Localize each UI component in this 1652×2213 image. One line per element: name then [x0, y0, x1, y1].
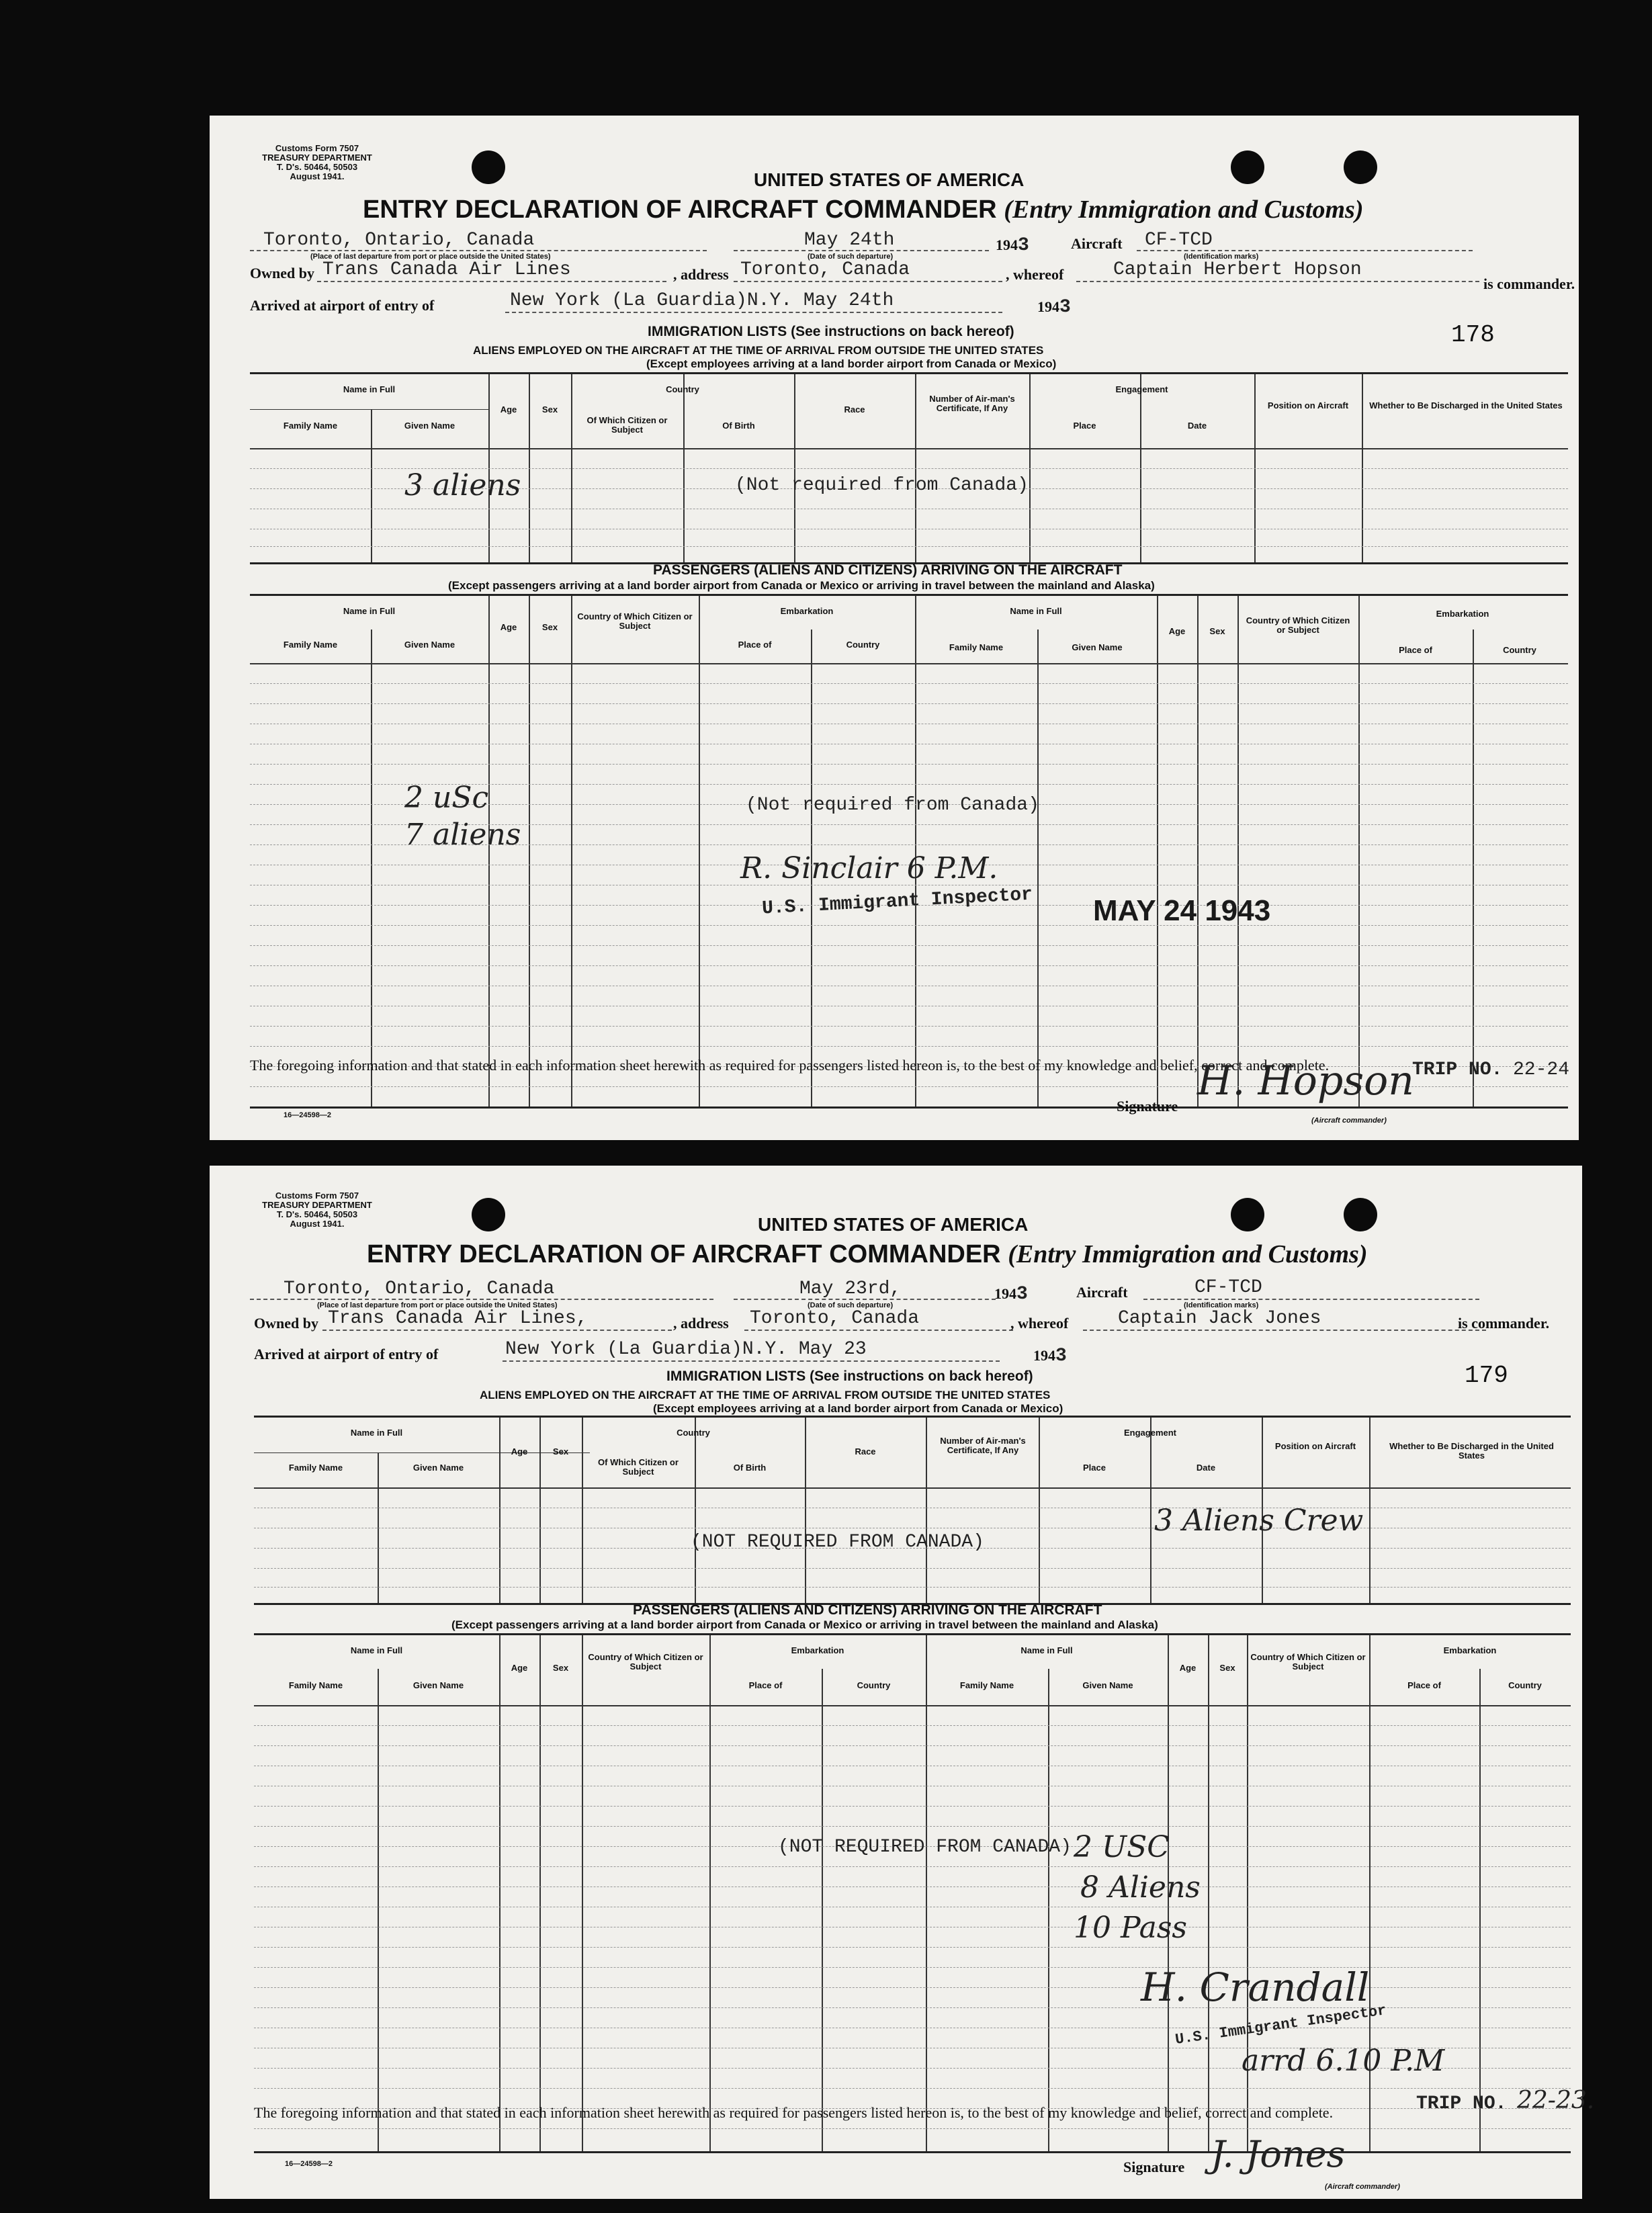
ident-caption: (Identification marks)	[1184, 253, 1259, 261]
col-name-in-full: Name in Full	[350, 1428, 403, 1438]
col-discharge: Whether to Be Discharged in the United States	[1369, 400, 1563, 410]
col-citizen: Country of Which Citizen or Subject	[588, 1652, 703, 1672]
form-header: Customs Form 7507 TREASURY DEPARTMENT T. D's. 50464, 50503 August 1941.	[262, 143, 372, 181]
arrival-airport: New York (La Guardia)N.Y. May 24th	[510, 290, 894, 311]
crew-table	[254, 1416, 1571, 1605]
col-position: Position on Aircraft	[1274, 1441, 1356, 1451]
col-name-in-full-2: Name in Full	[1010, 606, 1062, 616]
col-citizen-2: Country of Which Citizen or Subject	[1250, 1652, 1366, 1672]
document-number: 179	[1465, 1362, 1508, 1389]
crew-handwritten-count: 3 aliens	[404, 468, 521, 503]
departure-place: Toronto, Ontario, Canada	[284, 1278, 555, 1299]
pass-not-required: (NOT REQUIRED FROM CANADA)	[778, 1837, 1072, 1858]
declaration-form-178	[210, 116, 1579, 1140]
crew-table	[250, 372, 1568, 564]
col-cert: Number of Air-man's Certificate, If Any	[929, 394, 1015, 413]
col-name-in-full: Name in Full	[350, 1645, 403, 1655]
date-stamp: MAY 24 1943	[1093, 894, 1271, 927]
commander-signature: H. Hopson	[1197, 1057, 1414, 1104]
departure-date: May 24th	[804, 230, 895, 251]
col-engagement: Engagement	[1123, 1428, 1176, 1438]
col-given-name-2: Given Name	[1082, 1680, 1133, 1690]
trip-label: TRIP NO.	[1412, 1059, 1503, 1080]
col-given-name: Given Name	[404, 640, 455, 650]
col-name-in-full-2: Name in Full	[1020, 1645, 1073, 1655]
pass-handwritten-aliens: 8 Aliens	[1080, 1870, 1201, 1905]
col-given-name-2: Given Name	[1072, 642, 1123, 652]
col-age: Age	[500, 622, 517, 632]
commander-name: Captain Herbert Hopson	[1113, 259, 1362, 280]
certification-text: The foregoing information and that stated in each information sheet herewith as required for passengers listed hereon is, to the best of my knowledge and belief, correct and complete.	[254, 2104, 1334, 2121]
col-sex: Sex	[552, 1663, 569, 1673]
passengers-note: (Except passengers arriving at a land border airport from Canada or Mexico or arriving in travel between the mainland and Alaska)	[448, 579, 1155, 592]
col-place: Place of	[738, 640, 772, 650]
col-given-name: Given Name	[404, 421, 455, 431]
col-position: Position on Aircraft	[1267, 400, 1349, 410]
col-name-in-full: Name in Full	[343, 384, 396, 394]
col-engagement: Engagement	[1115, 384, 1168, 394]
address-label: , address	[673, 1315, 729, 1332]
col-country: Country	[857, 1680, 891, 1690]
pass-handwritten-usc: 2 USC	[1074, 1830, 1170, 1864]
col-embarkation: Embarkation	[780, 606, 834, 616]
passengers-title: PASSENGERS (ALIENS AND CITIZENS) ARRIVING ON THE AIRCRAFT	[653, 562, 1123, 578]
inspector-signature: H. Crandall	[1141, 1964, 1370, 2010]
col-place: Place	[1083, 1463, 1106, 1473]
col-country-2: Country	[1508, 1680, 1542, 1690]
col-sex-2: Sex	[1209, 626, 1225, 636]
punch-hole	[1344, 150, 1377, 184]
departure-caption: (Place of last departure from port or place outside the United States)	[317, 1301, 558, 1309]
signature-caption: (Aircraft commander)	[1325, 2183, 1400, 2191]
col-citizen: Of Which Citizen or Subject	[586, 415, 668, 435]
is-commander-label: is commander.	[1483, 275, 1575, 292]
col-age: Age	[511, 1663, 528, 1673]
arrival-airport: New York (La Guardia)N.Y. May 23	[505, 1339, 867, 1360]
col-birth: Of Birth	[733, 1463, 767, 1473]
col-citizen: Of Which Citizen or Subject	[598, 1457, 679, 1477]
col-sex: Sex	[541, 622, 558, 632]
col-discharge: Whether to Be Discharged in the United States	[1389, 1441, 1554, 1461]
aircraft-id: CF-TCD	[1194, 1277, 1262, 1298]
crew-not-required: (NOT REQUIRED FROM CANADA)	[691, 1532, 984, 1553]
col-race: Race	[844, 404, 865, 415]
col-country: Country	[677, 1428, 710, 1438]
document-number: 178	[1451, 321, 1495, 349]
col-age: Age	[500, 404, 517, 415]
aliens-title: ALIENS EMPLOYED ON THE AIRCRAFT AT THE TIME OF ARRIVAL FROM OUTSIDE THE UNITED STATES	[480, 1389, 1051, 1401]
pass-handwritten-aliens: 7 aliens	[404, 818, 521, 852]
signature-label: Signature	[1123, 2159, 1185, 2175]
commander-signature: J. Jones	[1211, 2133, 1346, 2175]
col-birth: Of Birth	[722, 421, 755, 431]
col-embarkation-2: Embarkation	[1436, 609, 1489, 619]
col-date: Date	[1187, 421, 1207, 431]
owned-by-label: Owned by	[250, 265, 314, 281]
col-place-2: Place of	[1407, 1680, 1441, 1690]
inspector-signature: R. Sinclair 6 P.M.	[740, 851, 998, 885]
form-title: ENTRY DECLARATION OF AIRCRAFT COMMANDER (Entry Immigration and Customs)	[367, 1240, 1368, 1268]
arrival-year: 1943	[1037, 297, 1071, 318]
col-cert: Number of Air-man's Certificate, If Any	[940, 1436, 1026, 1455]
form-header: Customs Form 7507 TREASURY DEPARTMENT T. D's. 50464, 50503 August 1941.	[262, 1190, 372, 1229]
col-country-2: Country	[1503, 645, 1536, 655]
immigration-lists-title: IMMIGRATION LISTS (See instructions on back hereof)	[666, 1369, 1033, 1384]
col-place: Place of	[748, 1680, 783, 1690]
punch-hole	[1231, 1198, 1264, 1231]
aircraft-label: Aircraft	[1076, 1284, 1128, 1301]
signature-label: Signature	[1117, 1098, 1178, 1115]
punch-hole	[472, 1198, 505, 1231]
pass-handwritten-usc: 2 uSc	[404, 781, 489, 815]
arrived-label: Arrived at airport of entry of	[254, 1346, 439, 1362]
col-country: Country	[666, 384, 699, 394]
form-title: ENTRY DECLARATION OF AIRCRAFT COMMANDER (Entry Immigration and Customs)	[363, 196, 1364, 224]
commander-name: Captain Jack Jones	[1118, 1308, 1321, 1329]
aliens-note: (Except employees arriving at a land border airport from Canada or Mexico)	[646, 357, 1057, 370]
col-citizen: Country of Which Citizen or Subject	[577, 611, 693, 631]
col-name-in-full: Name in Full	[343, 606, 396, 616]
punch-hole	[1231, 150, 1264, 184]
immigration-lists-title: IMMIGRATION LISTS (See instructions on back hereof)	[648, 324, 1014, 339]
date-caption: (Date of such departure)	[808, 1301, 894, 1309]
passengers-note: (Except passengers arriving at a land border airport from Canada or Mexico or arriving in travel between the mainland and Alaska)	[451, 1618, 1158, 1631]
col-country: Country	[846, 640, 880, 650]
owner-address: Toronto, Canada	[740, 259, 910, 280]
col-embarkation-2: Embarkation	[1443, 1645, 1497, 1655]
arrival-year: 1943	[1033, 1346, 1067, 1366]
crew-not-required: (Not required from Canada)	[735, 475, 1029, 496]
col-place: Place	[1073, 421, 1096, 431]
col-sex: Sex	[552, 1446, 569, 1457]
col-given-name: Given Name	[412, 1463, 464, 1473]
col-place-2: Place of	[1399, 645, 1432, 655]
col-citizen-2: Country of Which Citizen or Subject	[1246, 615, 1350, 635]
aliens-note: (Except employees arriving at a land border airport from Canada or Mexico)	[653, 1402, 1063, 1415]
passengers-table	[254, 1633, 1595, 2153]
aliens-title: ALIENS EMPLOYED ON THE AIRCRAFT AT THE TIME OF ARRIVAL FROM OUTSIDE THE UNITED STATES	[473, 344, 1044, 357]
col-sex: Sex	[541, 404, 558, 415]
certification-text: The foregoing information and that stated in each information sheet herewith as required for passengers listed hereon is, to the best of my knowledge and belief, correct and complete.	[250, 1057, 1330, 1074]
col-family-name: Family Name	[283, 640, 338, 650]
pass-handwritten-total: 10 Pass	[1074, 1911, 1187, 1945]
country-title: UNITED STATES OF AMERICA	[754, 169, 1025, 190]
passengers-title: PASSENGERS (ALIENS AND CITIZENS) ARRIVING ON THE AIRCRAFT	[633, 1602, 1102, 1618]
col-age-2: Age	[1168, 626, 1186, 636]
print-code: 16—24598—2	[284, 1111, 331, 1119]
col-sex-2: Sex	[1219, 1663, 1235, 1673]
departure-date: May 23rd,	[799, 1278, 902, 1299]
arrival-time-note: arrd 6.10 P.M	[1242, 2044, 1445, 2078]
col-family-name: Family Name	[283, 421, 338, 431]
print-code: 16—24598—2	[285, 2160, 333, 2168]
year-field: 1943	[996, 235, 1029, 256]
trip-number: 22-24	[1513, 1059, 1570, 1080]
col-embarkation: Embarkation	[791, 1645, 844, 1655]
inspector-label: U.S. Immigrant Inspector	[1174, 2002, 1388, 2048]
year-field: 1943	[994, 1284, 1028, 1305]
punch-hole	[472, 150, 505, 184]
col-race: Race	[855, 1446, 876, 1457]
ident-caption: (Identification marks)	[1184, 1301, 1259, 1309]
owner: Trans Canada Air Lines,	[328, 1308, 588, 1329]
col-age: Age	[511, 1446, 528, 1457]
trip-label: TRIP NO.	[1416, 2093, 1507, 2114]
signature-caption: (Aircraft commander)	[1311, 1117, 1387, 1125]
pass-not-required: (Not required from Canada)	[746, 795, 1039, 816]
departure-place: Toronto, Ontario, Canada	[263, 230, 535, 251]
owner-address: Toronto, Canada	[750, 1308, 920, 1329]
country-title: UNITED STATES OF AMERICA	[758, 1214, 1029, 1235]
col-family-name-2: Family Name	[949, 642, 1004, 652]
owned-by-label: Owned by	[254, 1315, 318, 1332]
whereof-label: , whereof	[1010, 1315, 1069, 1332]
aircraft-id: CF-TCD	[1145, 230, 1213, 251]
trip-number: 22-23.	[1517, 2087, 1595, 2114]
aircraft-label: Aircraft	[1071, 235, 1123, 252]
date-caption: (Date of such departure)	[808, 253, 894, 261]
address-label: , address	[673, 266, 729, 283]
col-family-name: Family Name	[288, 1680, 343, 1690]
col-family-name: Family Name	[288, 1463, 343, 1473]
col-age-2: Age	[1179, 1663, 1197, 1673]
owner: Trans Canada Air Lines	[322, 259, 571, 280]
col-date: Date	[1196, 1463, 1216, 1473]
declaration-form-179	[210, 1166, 1595, 2199]
whereof-label: , whereof	[1006, 266, 1064, 283]
col-family-name-2: Family Name	[959, 1680, 1014, 1690]
arrived-label: Arrived at airport of entry of	[250, 297, 435, 314]
passengers-table	[250, 594, 1568, 1109]
inspector-label: U.S. Immigrant Inspector	[761, 884, 1033, 920]
crew-handwritten-count: 3 Aliens Crew	[1154, 1504, 1364, 1538]
punch-hole	[1344, 1198, 1377, 1231]
is-commander-label: is commander.	[1458, 1315, 1550, 1332]
col-given-name: Given Name	[412, 1680, 464, 1690]
departure-caption: (Place of last departure from port or place outside the United States)	[310, 253, 551, 261]
